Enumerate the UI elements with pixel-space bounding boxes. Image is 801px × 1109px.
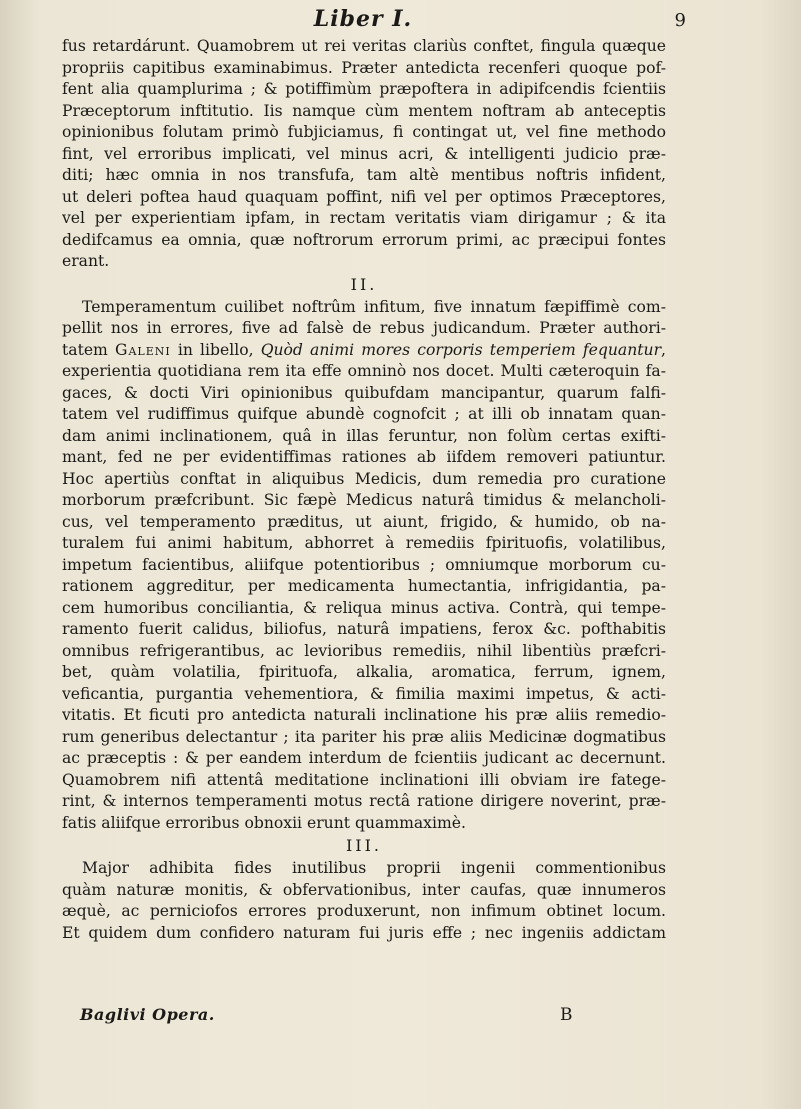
- text-line-with-citation: [62, 340, 666, 362]
- text-line: Et quidem dum confidero naturam fui juris effe ; nec ingeniis addictam: [62, 923, 666, 942]
- footer-author-work: Baglivi Opera.: [80, 1005, 215, 1024]
- text-line: fus retardárunt. Quamobrem ut rei veritas clariùs conftet, fingula quæque: [62, 37, 666, 55]
- text-line: Major adhibita fides inutilibus proprii ingenii commentionibus: [82, 859, 666, 877]
- text-line: diti; hæc omnia in nos transfufa, tam altè mentibus noftris infident,: [62, 166, 666, 184]
- text-line: vitatis. Et ficuti pro antedicta naturali inclinatione his præ aliis remedio-: [62, 706, 666, 724]
- author-name-galen: Galeni: [115, 340, 171, 359]
- text-line: erant.: [62, 252, 110, 270]
- text-line: fatis aliifque erroribus obnoxii erunt quammaximè.: [62, 813, 466, 832]
- text-line: Hoc apertiùs conftat in aliquibus Medicis, dum remedia pro curatione: [62, 469, 666, 488]
- text-line: æquè, ac perniciofos errores produxerunt, non infimum obtinet locum.: [62, 902, 666, 920]
- running-title: Liber I.: [313, 6, 413, 32]
- text-line: ut deleri poftea haud quaquam poffint, nifi vel per optimos Præceptores,: [62, 187, 666, 206]
- text-line: Temperamentum cuilibet noftrûm infitum, five innatum fæpiffimè com-: [82, 297, 666, 316]
- text-line: vel per experientiam ipfam, in rectam veritatis viam dirigamur ; & ita: [62, 209, 666, 227]
- paragraph-1: [62, 36, 666, 273]
- text-line: impetum facientibus, aliifque potentioribus ; omniumque morborum cu-: [62, 555, 666, 574]
- text-line: ac præceptis : & per eandem interdum de fcientiis judicant ac decernunt.: [62, 749, 666, 767]
- page-footer: [80, 1005, 580, 1029]
- text-line: morborum præfcribunt. Sic fæpè Medicus naturâ timidus & melancholi-: [62, 491, 666, 509]
- text-line: cus, vel temperamento præditus, ut aiunt, frigido, & humido, ob na-: [62, 512, 666, 531]
- main-text: [62, 36, 666, 944]
- text-line: quàm naturæ monitis, & obfervationibus, inter caufas, quæ innumeros: [62, 880, 666, 899]
- text-line: experientia quotidiana rem ita effe omninò nos docet. Multi cæteroquin fa-: [62, 362, 666, 380]
- page-header: [60, 6, 686, 36]
- page-number: 9: [674, 10, 686, 31]
- text-line: propriis capitibus examinabimus. Præter antedicta recenferi quoque pof-: [62, 58, 666, 77]
- text-line: fint, vel erroribus implicati, vel minus acri, & intelligenti judicio præ-: [62, 144, 666, 163]
- text-line: ramento fuerit calidus, biliofus, naturâ impatiens, ferox &c. pofthabitis: [62, 620, 666, 638]
- section-number-ii: II.: [350, 274, 378, 294]
- text-line: rint, & internos temperamenti motus rectâ ratione dirigere noverint, præ-: [62, 792, 666, 810]
- text-line: turalem fui animi habitum, abhorret à remediis fpirituofis, volatilibus,: [62, 534, 666, 552]
- paragraph-2: [62, 297, 666, 835]
- text-line: Præceptorum inftitutio. Iis namque cùm mentem noftram ab anteceptis: [62, 101, 666, 120]
- text-line: bet, quàm volatilia, fpirituofa, alkalia, aromatica, ferrum, ignem,: [62, 663, 666, 681]
- paragraph-3: [62, 858, 666, 944]
- text-fragment: tatem: [62, 340, 115, 359]
- text-line: dedifcamus ea omnia, quæ noftrorum errorum primi, ac præcipui fontes: [62, 230, 666, 249]
- text-line: mant, fed ne per evidentiffimas rationes ab iifdem removeri patiuntur.: [62, 448, 666, 466]
- text-line: rationem aggreditur, per medicamenta humectantia, infrigidantia, pa-: [62, 577, 666, 595]
- text-fragment: in libello,: [170, 340, 261, 359]
- text-line: Quamobrem nifi attentâ meditatione inclinationi illi obviam ire fatege-: [62, 770, 666, 789]
- text-line: omnibus refrigerantibus, ac levioribus remediis, nihil libentiùs præfcri-: [62, 641, 666, 660]
- text-line: opinionibus folutam primò fubjiciamus, fi contingat ut, vel fine methodo: [62, 123, 666, 141]
- text-line: dam animi inclinationem, quâ in illas feruntur, non folùm certas exifti-: [62, 426, 666, 445]
- section-number-iii: III.: [345, 836, 383, 855]
- text-line: cem humoribus conciliantia, & reliqua minus activa. Contrà, qui tempe-: [62, 598, 666, 617]
- text-line: rum generibus delectantur ; ita pariter his præ aliis Medicinæ dogmatibus: [62, 727, 666, 746]
- text-line: fent alia quamplurima ; & potiffimùm præpoftera in adipifcendis fcientiis: [62, 80, 666, 98]
- signature-mark: B: [560, 1005, 573, 1025]
- text-line: gaces, & docti Viri opinionibus quibufdam mancipantur, quarum falfi-: [62, 383, 666, 402]
- text-line: pellit nos in errores, five ad falsè de rebus judicandum. Præter authori-: [62, 319, 666, 337]
- text-line: tatem vel rudiffimus quifque abundè cognofcit ; at illi ob innatam quan-: [62, 405, 666, 423]
- text-fragment: ,: [661, 340, 666, 359]
- text-line: veficantia, purgantia vehementiora, & fimilia maximi impetus, & acti-: [62, 684, 666, 703]
- book-title-quote: Quòd animi mores corporis temperiem fequantur: [260, 340, 662, 359]
